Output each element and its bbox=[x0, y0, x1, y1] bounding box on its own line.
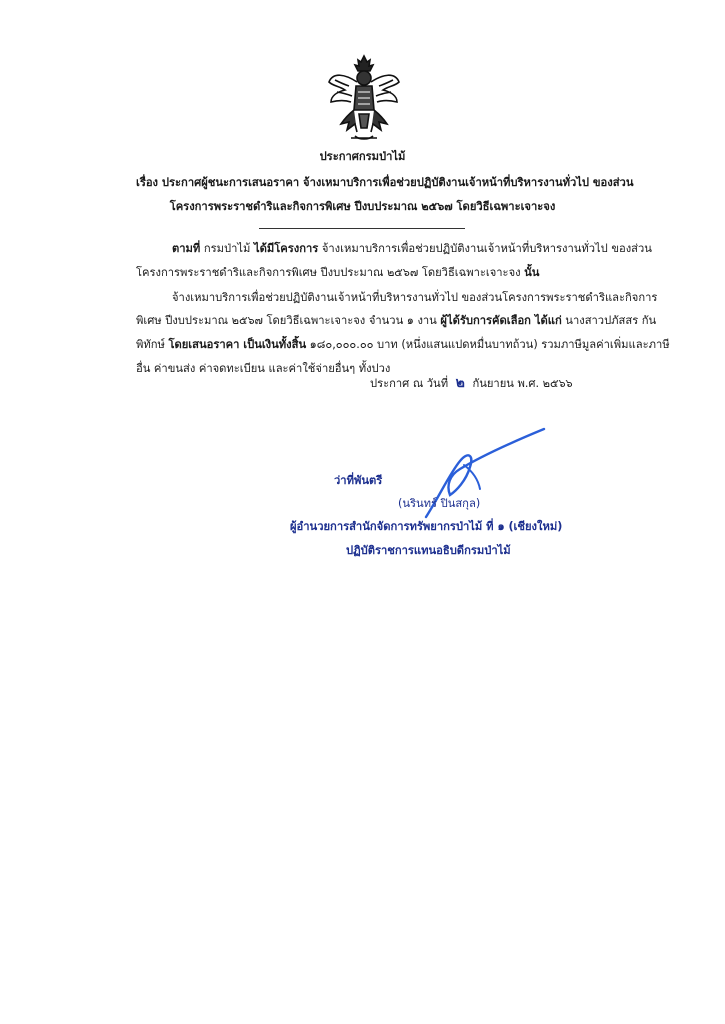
signer-position-1: ผู้อำนวยการสำนักจัดการทรัพยากรป่าไม้ ที่ ๑ (เชียงใหม่) bbox=[290, 520, 563, 533]
subject-line-1 bbox=[136, 176, 633, 190]
garuda-emblem-icon bbox=[325, 52, 403, 144]
p1-dept: กรมป่าไม้ bbox=[203, 242, 251, 255]
paragraph-2-line-4: อื่น ค่าขนส่ง ค่าจดทะเบียน และค่าใช้จ่ายอื่นๆ ทั้งปวง bbox=[136, 362, 391, 375]
subject-label: เรื่อง bbox=[136, 176, 159, 189]
p1-mid: ได้มีโครงการ bbox=[253, 242, 319, 255]
subject-text-1: ประกาศผู้ชนะการเสนอราคา จ้างเหมาบริการเพื่อช่วยปฏิบัติงานเจ้าหน้าที่บริหารงานทั่วไป ของส่วน bbox=[161, 176, 634, 189]
subject-line-2: โครงการพระราชดำริและกิจการพิเศษ ปีงบประมาณ ๒๕๖๗ โดยวิธีเฉพาะเจาะจง bbox=[169, 200, 556, 213]
date-day-handwritten: ๒ bbox=[455, 375, 465, 391]
signer-name: (นรินทร์ ปินสกุล) bbox=[398, 497, 481, 510]
p2-line3-c: ๑๘๐,๐๐๐.๐๐ บาท (หนึ่งแสนแปดหมื่นบาทถ้วน) รวมภาษีมูลค่าเพิ่มและภาษี bbox=[309, 338, 670, 351]
paragraph-1-line-2 bbox=[136, 266, 539, 280]
signer-rank: ว่าที่พันตรี bbox=[334, 474, 383, 487]
p1-line2: โครงการพระราชดำริและกิจการพิเศษ ปีงบประมาณ ๒๕๖๗ โดยวิธีเฉพาะเจาะจง bbox=[136, 266, 521, 279]
paragraph-2-line-2 bbox=[136, 314, 656, 328]
p2-line3-a: พิทักษ์ bbox=[136, 338, 165, 351]
p2-line2-c: นางสาวปภัสสร กัน bbox=[565, 314, 657, 327]
paragraph-2-line-3 bbox=[136, 338, 670, 352]
p2-line2-a: พิเศษ ปีงบประมาณ ๒๕๖๗ โดยวิธีเฉพาะเจาะจง จำนวน ๑ งาน bbox=[136, 314, 437, 327]
p1-end: นั้น bbox=[524, 266, 540, 279]
date-suffix: กันยายน พ.ศ. ๒๕๖๖ bbox=[472, 377, 573, 390]
paragraph-2-line-1: จ้างเหมาบริการเพื่อช่วยปฏิบัติงานเจ้าหน้าที่บริหารงานทั่วไป ของส่วนโครงการพระราชดำริและกิจการ bbox=[172, 291, 658, 304]
date-prefix: ประกาศ ณ วันที่ bbox=[370, 377, 449, 390]
paragraph-1-line-1 bbox=[172, 242, 652, 256]
p1-rest: จ้างเหมาบริการเพื่อช่วยปฏิบัติงานเจ้าหน้าที่บริหารงานทั่วไป ของส่วน bbox=[321, 242, 652, 255]
header-divider bbox=[259, 228, 465, 229]
p1-lead: ตามที่ bbox=[172, 242, 201, 255]
agency-title: ประกาศกรมป่าไม้ bbox=[319, 150, 406, 163]
signer-position-2: ปฏิบัติราชการแทนอธิบดีกรมป่าไม้ bbox=[346, 544, 511, 557]
p2-line2-b: ผู้ได้รับการคัดเลือก ได้แก่ bbox=[440, 314, 562, 327]
p2-line3-b: โดยเสนอราคา เป็นเงินทั้งสิ้น bbox=[168, 338, 307, 351]
announcement-date bbox=[370, 376, 573, 391]
